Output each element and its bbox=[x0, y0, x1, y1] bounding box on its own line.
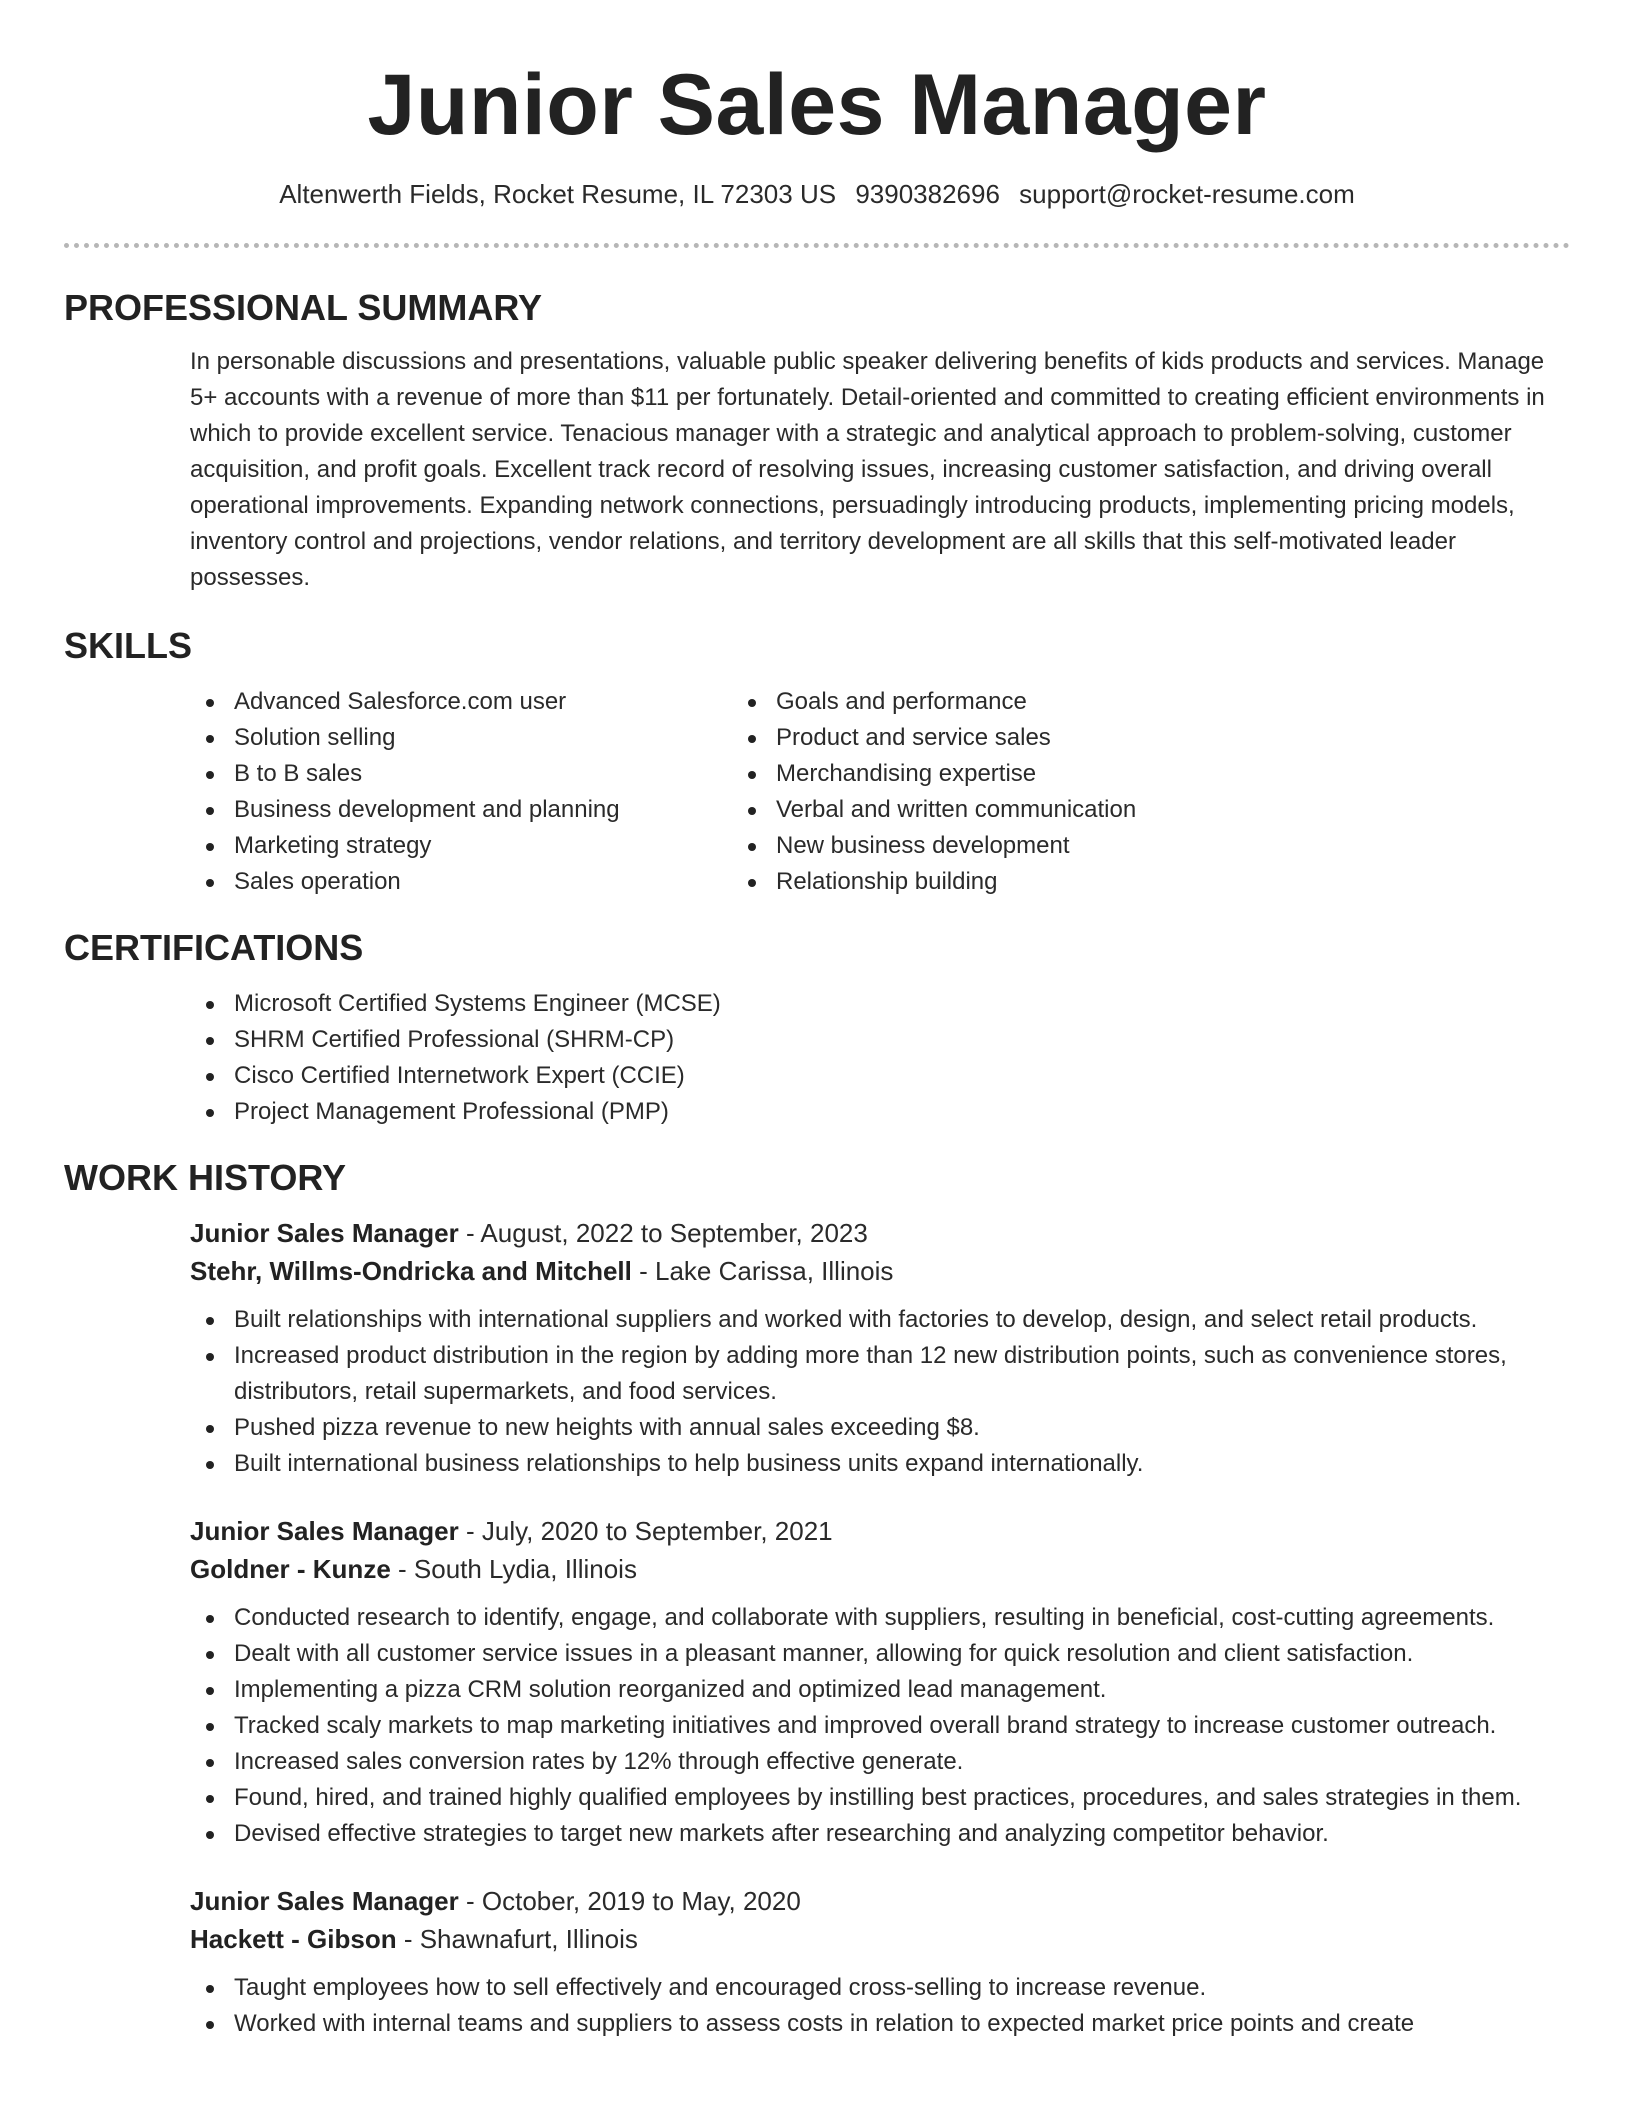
job-bullet: Built relationships with international suppliers and worked with factories to develop, design, and select retail products. bbox=[64, 1302, 1570, 1338]
job-company-line bbox=[190, 1550, 1570, 1588]
job-company: Goldner - Kunze bbox=[190, 1554, 391, 1584]
phone-number: 9390382696 bbox=[855, 179, 1000, 209]
skill-item: Sales operation bbox=[64, 864, 744, 900]
job-entry bbox=[64, 1882, 1570, 2042]
job-location: - Shawnafurt, Illinois bbox=[396, 1924, 638, 1954]
contact-line bbox=[64, 177, 1570, 211]
job-title-line bbox=[190, 1512, 1570, 1550]
resume-page bbox=[64, 0, 1570, 2042]
skill-item: Advanced Salesforce.com user bbox=[64, 684, 744, 720]
job-company: Stehr, Willms-Ondricka and Mitchell bbox=[190, 1256, 632, 1286]
job-company-line bbox=[190, 1920, 1570, 1958]
job-bullet: Tracked scaly markets to map marketing initiatives and improved overall brand strategy to increase customer outreach. bbox=[64, 1708, 1570, 1744]
summary-heading: PROFESSIONAL SUMMARY bbox=[64, 287, 543, 328]
job-company-line bbox=[190, 1252, 1570, 1290]
job-bullet: Found, hired, and trained highly qualified employees by instilling best practices, procedures, and sales strategies in them. bbox=[64, 1780, 1570, 1816]
address: Altenwerth Fields, Rocket Resume, IL 72303 US bbox=[279, 179, 837, 209]
job-company: Hackett - Gibson bbox=[190, 1924, 397, 1954]
skill-item: Relationship building bbox=[744, 864, 1136, 900]
job-bullets bbox=[64, 1302, 1570, 1482]
skill-item: Business development and planning bbox=[64, 792, 744, 828]
job-bullet: Pushed pizza revenue to new heights with annual sales exceeding $8. bbox=[64, 1410, 1570, 1446]
job-title-line bbox=[190, 1882, 1570, 1920]
job-dates: - August, 2022 to September, 2023 bbox=[458, 1218, 868, 1248]
skill-item: Marketing strategy bbox=[64, 828, 744, 864]
job-bullet: Taught employees how to sell effectively and encouraged cross-selling to increase revenue. bbox=[64, 1970, 1570, 2006]
job-dates: - July, 2020 to September, 2021 bbox=[458, 1516, 833, 1546]
job-entry bbox=[64, 1512, 1570, 1852]
candidate-name: Junior Sales Manager bbox=[367, 57, 1267, 153]
job-dates: - October, 2019 to May, 2020 bbox=[458, 1886, 801, 1916]
certifications-heading: CERTIFICATIONS bbox=[64, 927, 364, 968]
skills-left-column bbox=[64, 684, 744, 900]
job-location: - Lake Carissa, Illinois bbox=[631, 1256, 894, 1286]
summary-text: In personable discussions and presentations, valuable public speaker delivering benefits of kids products and services. Manage 5+ accounts with a revenue of more than $11 per fortunately. Detail-oriented and committed to creating efficient environments in which to provide excellent service. Tenacious manager with a strategic and analytical approach to problem-solving, customer acquisition, and profit goals. Excellent track record of resolving issues, increasing customer satisfaction, and driving overall operational improvements. Expanding network connections, persuadingly introducing products, implementing pricing models, inventory control and projections, vendor relations, and territory development are all skills that this self-motivated leader possesses. bbox=[190, 348, 1545, 591]
job-location: - South Lydia, Illinois bbox=[390, 1554, 637, 1584]
job-role: Junior Sales Manager bbox=[190, 1218, 459, 1248]
job-bullet: Devised effective strategies to target new markets after researching and analyzing competitor behavior. bbox=[64, 1816, 1570, 1852]
certification-item: Cisco Certified Internetwork Expert (CCIE) bbox=[64, 1058, 1570, 1094]
job-bullet: Increased sales conversion rates by 12% through effective generate. bbox=[64, 1744, 1570, 1780]
email-address: support@rocket-resume.com bbox=[1019, 179, 1355, 209]
certification-item: Microsoft Certified Systems Engineer (MCSE) bbox=[64, 986, 1570, 1022]
certifications-list bbox=[64, 986, 1570, 1130]
skill-item: Goals and performance bbox=[744, 684, 1136, 720]
job-bullet: Conducted research to identify, engage, and collaborate with suppliers, resulting in beneficial, cost-cutting agreements. bbox=[64, 1600, 1570, 1636]
skill-item: Solution selling bbox=[64, 720, 744, 756]
skills-grid bbox=[64, 684, 1570, 900]
job-bullet: Dealt with all customer service issues in a pleasant manner, allowing for quick resolution and client satisfaction. bbox=[64, 1636, 1570, 1672]
skill-item: Verbal and written communication bbox=[744, 792, 1136, 828]
job-bullet: Increased product distribution in the region by adding more than 12 new distribution points, such as convenience stores, distributors, retail supermarkets, and food services. bbox=[64, 1338, 1570, 1410]
job-role: Junior Sales Manager bbox=[190, 1886, 459, 1916]
skill-item: B to B sales bbox=[64, 756, 744, 792]
certification-item: Project Management Professional (PMP) bbox=[64, 1094, 1570, 1130]
job-role: Junior Sales Manager bbox=[190, 1516, 459, 1546]
skills-right-column bbox=[744, 684, 1136, 900]
skills-heading: SKILLS bbox=[64, 625, 193, 666]
job-bullets bbox=[64, 1600, 1570, 1852]
job-entry bbox=[64, 1214, 1570, 1482]
job-bullet: Worked with internal teams and suppliers to assess costs in relation to expected market price points and create bbox=[64, 2006, 1570, 2042]
job-bullet: Built international business relationships to help business units expand internationally. bbox=[64, 1446, 1570, 1482]
skill-item: Merchandising expertise bbox=[744, 756, 1136, 792]
dotted-divider bbox=[64, 243, 1570, 248]
job-bullets bbox=[64, 1970, 1570, 2042]
skill-item: Product and service sales bbox=[744, 720, 1136, 756]
certification-item: SHRM Certified Professional (SHRM-CP) bbox=[64, 1022, 1570, 1058]
work-history-heading: WORK HISTORY bbox=[64, 1157, 347, 1198]
skill-item: New business development bbox=[744, 828, 1136, 864]
job-title-line bbox=[190, 1214, 1570, 1252]
job-bullet: Implementing a pizza CRM solution reorganized and optimized lead management. bbox=[64, 1672, 1570, 1708]
